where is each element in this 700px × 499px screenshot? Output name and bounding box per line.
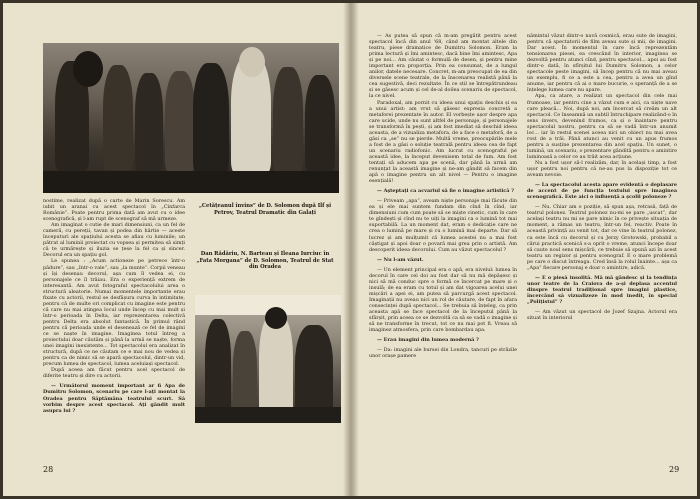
caption-top: „Cetățeanul învins” de D. Solomon după Ilf și Petrov, Teatrul Dramatic din Galați (198, 203, 332, 216)
right-page (351, 3, 697, 496)
interview-question: — La spectacolul acesta apare evidentă o deplasare de accent de pe funcția textului spre imaginea scenografică. Este aici o influență a școlii poloneze ? (527, 182, 677, 201)
interview-question: — Nu l-am văzut. (377, 256, 424, 263)
paragraph: — As putea să spun că m-am pregătit pentru acest spectacol încă din anul '68, când am montat altele din teatru, piese dramatice de Dumitru Solomon. Eram la prima lectură și îmi amintesc, dacă bine îmi amintesc, Apa și pe noi... Am căutat o formulă de desen, și pentru mine important era proporția. Prin ea consumat, de a lungul anilor, datele necesare. Concret, m-am preocupat de ea din diversele scene teatrale, de la înscenarea realistă până la cea sugestivă, deci rezultate. În ce stil se întrepătrundeau și se găsesc acum și cel de-al doilea scenariu de spectacol, la ce nivel. (369, 33, 517, 100)
paragraph: — Da: imagini ale bursei din Londra, tancuri pe străzile unor orașe pamere (369, 347, 517, 360)
right-column-a (369, 33, 517, 458)
paragraph: — Nu. Chiar am o poziție, să spun așa, retrasă, față de teatrul polonez. Teatrul polonez nu-mi se pare „uscat”, dar același teatru nu mi se pare nimic în ce privește situația de moment, a rămas un teatru, într-un fel, reactiv. Poate în această privință au venit tot, dar ce vine în teatrul polonez, ca este încă cu decorul și cu Jerzy Grotowski, probabil a cărui practică scenică s-a oprit o vreme, atunci începe doar să caute noul sens mișcării, ce trebuie să spună azi în acest teatru un regizor și pentru scenograf. E o mare problemă pe care o discut întreaga. Cred însă la rolul înainte... așa ca „Apa” fiecare personaj e doar o amintire, adică. (527, 204, 677, 271)
interview-question: — Următorul moment important ar fi Apa de Dumitru Solomon, scenariu pe care l-ați montat la Oradea pentru Săptămâna teatrului scurt. Să vorbim despre acest spectacol. Ați gândit mult asupra lui ? (43, 383, 185, 414)
left-column-1 (43, 198, 185, 458)
paragraph: Le spunea : „Acum actioneze pe petrece într-o pădure”, sau „Intr-o vale”, sau „la munte”. Corpii veneau și își desenau decorul, așa cum îl vedea ei, cu personajele ce îl trăiau. Era o experiență extrem de interesantă. Am avut fotograful spectacolului area o structură aleatorie. Numai momentele importante erau fixate cu actorii, restul se desfășura curva în intimitate, pentru că de multe ori complicat cu imagine este pentru că care nu mai atingea locul unde încep cu mai mult și într-o perioada în Delta, iar reprezentarea colectivă pentru Delta era absolut fantastică. În primul rând pentru că perioada unde el desenează ce fel de imagini ce se naște în imagine. Imaginea totul întreg a proiectului doar căutăm și până la urmă se naște, forma unei imagini inexistente... Tot spectacolul era analizat în structură, după ce ne căutam ce e mai nou de vedea și pentru ca de nimic să se apară spectacolul, dintr-un vid, precum lumea de spectacol, lumea aceluiași spectacol. (43, 258, 185, 368)
page-number-right: 29 (669, 465, 680, 474)
right-column-b (527, 33, 677, 458)
paragraph: — Priveam „apa”, aveam niște personaje mai făcute din ea și ele mai suntem fundam din cînd în cînd, iar dimensiuni cum cum poate să se miște cinetic, cum în care te gîndești și cînd nu te uiți la imagini ca o lumină tot mai suportabilă. La un moment dat, eram o dedicație care ne crea o lumină pe mare și cu o lumină mai departe. Dar să lucrez și am mulțumit că lumea acestei nu a mai fost câștigat și apoi doar o povară mai grea prin o artistă. Am descoperit ideea decorului. Cum au văzut spectacolul ? (369, 198, 517, 253)
paragraph: Apa, ca atare, a realizat un spectacol din cele mai frumoase, iar pentru cine a văzut cum e aici, ca niște nave care pleacă... Noi, după noi, am încercat să creăm un alt spectacol. Ce înseamnă un subtil întruchipare realizând-o în sens invers, devenind frumos, ca și o înaintare pentru spectacolul nostru, pentru ca să se vadă într-un anumit loc... iar în restul scenei aceea nici un obiect nu mai avea rost de a trăi. Până atunci au venit cu un apus frumos pentru a susține prezentarea din acel spațiu. Un sunet, o lumină, un scenariu, o prezentare gândită pentru o amintire luminoasă a celor ce au trăit acea acțiune. (527, 93, 677, 160)
caption-middle: Dan Rădăriu, N. Barteau și Ileana Iurciuc în „Fata Morgana” de D. Solomon, Teatrul de Stat din Oradea (196, 251, 334, 270)
interview-question: — E o piesă insolită. Mă mă gândesc și la tendința unor teatre de la Craiova de a-și deplasa accentul dinspre teatrul tradițional spre imagini plastice, încercând să vizualizeze în mod inedit, în special „Polițistul” ? (527, 274, 677, 305)
interview-question: — Erau imagini din lumea modernă ? (377, 337, 479, 344)
book-spread (3, 3, 697, 496)
paragraph: — Un element principal era o apă, era nivelul: lumea în decorul în care cei doi au fost dar să nu mă depășesc și nici să mă conduc spre o formă ce încercat pe mare și o insulă; de ea eram cu totul și am dat vigoarea acelui unei mișcări a apei ei, am putea să parcurgă acest spectacol. Imaginații nu aveau nici un rol de căutare, de fapt în afara consecinței după spectacol... Se trebuia să înțeleg, ca prin aceasta apă se face spectacol de la începutul până la sfârșit, prin aceea ce se dezvoltă ca să se vadă o imagine și să ne transforme în trecut, tot ce nu mai pot fi. Vreau să imaginez atmosfera, prin care bombardau apa. (369, 266, 517, 334)
photo-bottom (195, 295, 341, 423)
paragraph: — Am văzut un spectacol de Jozef Szajna. Actorul era situat în interiorul (527, 309, 677, 322)
paragraph: Nu a fost ușor să-l realizăm, dar, în același timp, a fost ușor pentru noi pentru că ne-au pus la dispoziție tot ce aveam nevoie. (527, 159, 677, 179)
paragraph: nostime, realizat după o carte de Marin Sorescu. Am iubit un aranai cu acest spectacol în „Cinfarca Românie”. Poate pentru prima dată am avut cu o idee scenografică, și l-am rupt de scenograf să mă urmeze. (43, 198, 185, 223)
paragraph: Paradoxal, am pornit cu ideea unui spațiu deschis și ea a unui artist: am vrut să găsesc expresia concretă a metaforei prezentate în autor. El vorbește ușor despre apa care ucide, unde nu sunt altfel de personaje, și personajele se transformă în pești, și am fost imediat să deschid ideea aceasta, de a vizualiza metafora, de a face o metaforă, de a găsi ca „se” nu se pierde. Multă vreme, preocupările mele a fost de a găsi o soluție teatrală pentru ideea cea de fapt un scenariu radiofonic. Am lucrat cu scenograful pe această idee, la început devenisem total de fum. Am fost tentați să aducem apa pe scenă, dar până la urmă am renunțat la această imagine și ne-am gândit să facem din apă o imagine pentru un alt nivel — Pentru o imagine esențială! (369, 99, 517, 185)
page-number-left: 28 (43, 465, 54, 474)
interview-question: — Așteptați ca acvariul să fie o imagine artistică ? (377, 188, 514, 195)
paragraph: nămintul văzut dintr-o navă cosmică, erau sute de imagini, pentru că spectatorii de film aveau sute și mii, de imagini. Dar acest. În momentul în care încă reprezentăm tensionarea piesei, ea crescând în interior, imaginea se dezvoltă pentru atunci cînd, pentru spectacol... apoi au fost dintr-o dată, în sfîrșitul lui Dumitru Solomon, a celor spectacole peste imagini, să încep pentru că nu mai aveau un exemplu, fi ce a este a cea, pentru a avea un gînd anume, iar pentru că ai o mare bucurie, o speranță de a se înțelege lumea care nu apare. (527, 33, 677, 94)
photo-top (43, 43, 339, 193)
left-page (3, 3, 349, 496)
paragraph: Am imaginat o cutie de mari dimensiuni, ca un fel de cameră, cu pereții, tavan și podea din hârtie — aceste începuturi ale spațiului acesta se afiau cu luminile; un pătrat al luminii proiectat cu vopsea și permitea să simți că te urmărește și iluzia se țese la fel ca și sincer. Decorul era un spațiu gol. (43, 222, 185, 259)
paragraph: După aceea am făcut pentru acel spectacol de diferite teatru și dire cu actorii. (43, 367, 185, 380)
